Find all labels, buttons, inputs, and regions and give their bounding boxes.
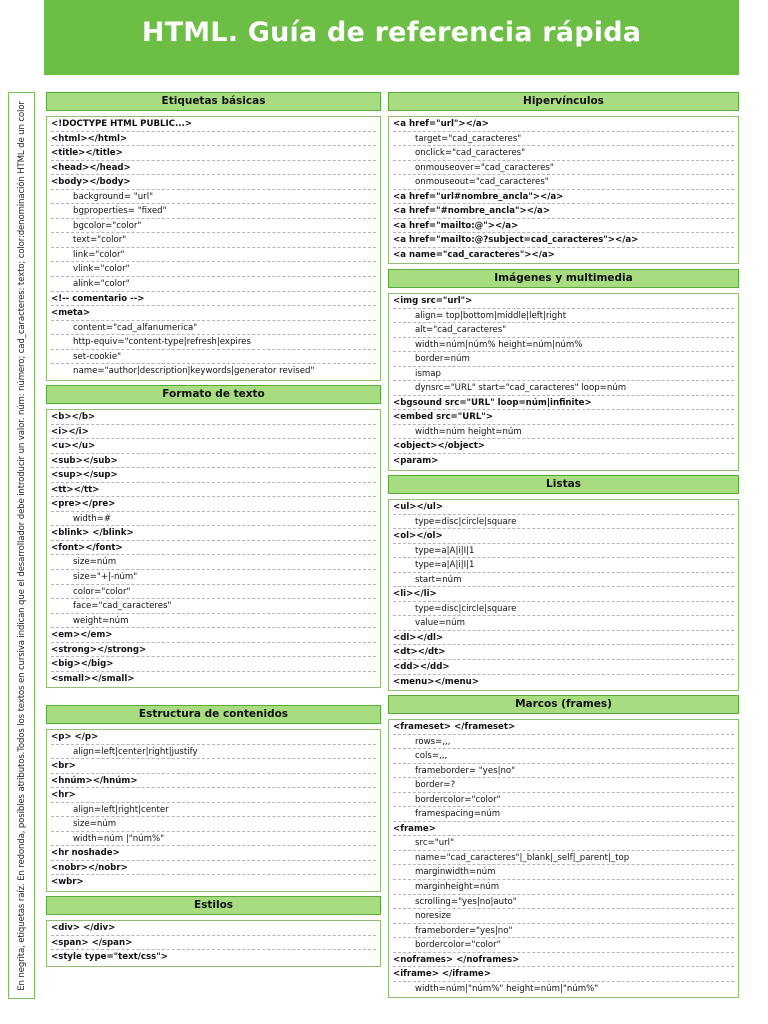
tag-entry: <menu></menu> (393, 676, 479, 687)
tag-entry: <frame> (393, 822, 734, 837)
attribute-entry: name="cad_caracteres"|_blank|_self|_parent|_top (393, 851, 734, 866)
attribute-entry: scrolling="yes|no|auto" (393, 895, 734, 910)
tag-entry: <embed src="URL"> (393, 410, 734, 425)
tag-entry: <object></object> (393, 439, 734, 454)
attribute-entry: border=? (393, 778, 734, 793)
section-title: Hipervínculos (388, 92, 739, 111)
tag-entry: <small></small> (51, 673, 135, 684)
attribute-entry: text="color" (51, 233, 376, 248)
attribute-entry: bgproperties= "fixed" (51, 204, 376, 219)
tag-entry: <!-- comentario --> (51, 292, 376, 307)
section-title: Formato de texto (46, 385, 381, 404)
tag-entry: <pre></pre> (51, 497, 376, 512)
attribute-entry: type=disc|circle|square (393, 602, 734, 617)
tag-entry: <hnúm></hnúm> (51, 774, 376, 789)
section-entries (46, 116, 381, 381)
attribute-entry: set-cookie" (51, 350, 376, 365)
tag-entry: <b></b> (51, 410, 376, 425)
page-title: HTML. Guía de referencia rápida (141, 17, 642, 48)
section-title: Marcos (frames) (388, 695, 739, 714)
tag-entry: <a name="cad_caracteres"></a> (393, 249, 555, 260)
tag-entry: <p> </p> (51, 730, 376, 745)
tag-entry: <param> (393, 456, 439, 467)
attribute-entry: name="author|description|keywords|generator revised" (73, 366, 315, 377)
section-title: Listas (388, 475, 739, 494)
attribute-entry: width=núm height=núm (393, 425, 734, 440)
tag-entry: <bgsound src="URL" loop=núm|infinite> (393, 396, 734, 411)
attribute-entry: alink="color" (51, 277, 376, 292)
attribute-entry: bordercolor="color" (393, 793, 734, 808)
tag-entry: <a href="#nombre_ancla"></a> (393, 204, 734, 219)
attribute-entry: align=left|center|right|justify (51, 745, 376, 760)
tag-entry: <i></i> (51, 425, 376, 440)
attribute-entry: ismap (393, 367, 734, 382)
tag-entry: <ul></ul> (393, 500, 734, 515)
attribute-entry: cols=,,, (393, 749, 734, 764)
section-entries (388, 719, 739, 998)
attribute-entry: weight=núm (51, 614, 376, 629)
tag-entry: <a href="url"></a> (393, 117, 734, 132)
tag-entry: <sup></sup> (51, 468, 376, 483)
attribute-entry: width=núm|"núm%" height=núm|"núm%" (415, 983, 599, 994)
section-marcos-frames (388, 695, 739, 998)
attribute-entry: border=núm (393, 352, 734, 367)
tag-entry: <hr> (51, 788, 376, 803)
section-title: Estilos (46, 896, 381, 915)
sidebar-legend-text: En negrita, etiquetas raíz. En redonda, posibles atributos.Todos los textos en cursiva indican que el desarrollador debe introducir un valor. núm: número; cad_caracteres: texto; color:denominación HTML de un color (16, 100, 27, 991)
tag-entry: <u></u> (51, 439, 376, 454)
tag-entry: <meta> (51, 306, 376, 321)
tag-entry: <strong></strong> (51, 643, 376, 658)
tag-entry: <sub></sub> (51, 454, 376, 469)
tag-entry: <!DOCTYPE HTML PUBLIC...> (51, 117, 376, 132)
tag-entry: <wbr> (51, 877, 84, 888)
attribute-entry: src="url" (393, 836, 734, 851)
attribute-entry: start=núm (393, 573, 734, 588)
section-entries (46, 920, 381, 967)
tag-entry: <dt></dt> (393, 645, 734, 660)
tag-entry: <head></head> (51, 161, 376, 176)
tag-entry: <li></li> (393, 587, 734, 602)
section-entries (388, 499, 739, 691)
attribute-entry: size=núm (51, 555, 376, 570)
tag-entry: <dl></dl> (393, 631, 734, 646)
tag-entry: <noframes> </noframes> (393, 953, 734, 968)
section-entries (46, 729, 381, 892)
section-imagenes-y-multimedia (388, 269, 739, 471)
attribute-entry: background= "url" (51, 190, 376, 205)
tag-entry: <font></font> (51, 541, 376, 556)
section-title: Estructura de contenidos (46, 705, 381, 724)
section-estructura-de-contenidos (46, 705, 381, 892)
tag-entry: <title></title> (51, 146, 376, 161)
tag-entry: <a href="url#nombre_ancla"></a> (393, 190, 734, 205)
attribute-entry: link="color" (51, 248, 376, 263)
section-hipervinculos (388, 92, 739, 264)
section-title: Imágenes y multimedia (388, 269, 739, 288)
attribute-entry: rows=,,, (393, 735, 734, 750)
tag-entry: <hr noshade> (51, 846, 376, 861)
section-listas (388, 475, 739, 691)
attribute-entry: color="color" (51, 585, 376, 600)
attribute-entry: marginheight=núm (393, 880, 734, 895)
attribute-entry: framespacing=núm (393, 807, 734, 822)
attribute-entry: content="cad_alfanumerica" (51, 321, 376, 336)
attribute-entry: onmouseout="cad_caracteres" (393, 175, 734, 190)
sidebar-legend (8, 92, 35, 999)
attribute-entry: vlink="color" (51, 262, 376, 277)
attribute-entry: onclick="cad_caracteres" (393, 146, 734, 161)
tag-entry: <ol></ol> (393, 529, 734, 544)
attribute-entry: size=núm (51, 817, 376, 832)
attribute-entry: type=a|A|i|I|1 (393, 544, 734, 559)
attribute-entry: align= top|bottom|middle|left|right (393, 309, 734, 324)
attribute-entry: alt="cad_caracteres" (393, 323, 734, 338)
section-entries (388, 293, 739, 471)
tag-entry: <blink> </blink> (51, 526, 376, 541)
tag-entry: <tt></tt> (51, 483, 376, 498)
tag-entry: <body></body> (51, 175, 376, 190)
attribute-entry: width=núm|núm% height=núm|núm% (393, 338, 734, 353)
page-header (44, 0, 739, 75)
tag-entry: <dd></dd> (393, 660, 734, 675)
tag-entry: <img src="url"> (393, 294, 734, 309)
attribute-entry: dynsrc="URL" start="cad_caracteres" loop=núm (393, 381, 734, 396)
attribute-entry: bgcolor="color" (51, 219, 376, 234)
tag-entry: <html></html> (51, 132, 376, 147)
attribute-entry: marginwidth=núm (393, 865, 734, 880)
section-entries (46, 409, 381, 688)
tag-entry: <div> </div> (51, 921, 376, 936)
attribute-entry: size="+|-núm" (51, 570, 376, 585)
attribute-entry: onmouseover="cad_caracteres" (393, 161, 734, 176)
tag-entry: <big></big> (51, 657, 376, 672)
attribute-entry: http-equiv="content-type|refresh|expires (51, 335, 376, 350)
section-entries (388, 116, 739, 264)
section-estilos (46, 896, 381, 967)
tag-entry: <iframe> </iframe> (393, 967, 734, 982)
attribute-entry: align=left|right|center (51, 803, 376, 818)
tag-entry: <span> </span> (51, 936, 376, 951)
attribute-entry: frameborder= "yes|no" (393, 764, 734, 779)
attribute-entry: noresize (393, 909, 734, 924)
attribute-entry: target="cad_caracteres" (393, 132, 734, 147)
attribute-entry: value=núm (393, 616, 734, 631)
tag-entry: <em></em> (51, 628, 376, 643)
tag-entry: <a href="mailto:@"></a> (393, 219, 734, 234)
attribute-entry: width=núm |"núm%" (51, 832, 376, 847)
tag-entry: <nobr></nobr> (51, 861, 376, 876)
tag-entry: <frameset> </frameset> (393, 720, 734, 735)
attribute-entry: width=# (51, 512, 376, 527)
tag-entry: <br> (51, 759, 376, 774)
tag-entry: <style type="text/css"> (51, 952, 168, 963)
attribute-entry: type=a|A|i|I|1 (393, 558, 734, 573)
section-title: Etiquetas básicas (46, 92, 381, 111)
attribute-entry: bordercolor="color" (393, 938, 734, 953)
attribute-entry: frameborder="yes|no" (393, 924, 734, 939)
section-formato-de-texto (46, 385, 381, 688)
attribute-entry: type=disc|circle|square (393, 515, 734, 530)
section-etiquetas-basicas (46, 92, 381, 381)
tag-entry: <a href="mailto:@?subject=cad_caracteres"></a> (393, 233, 734, 248)
attribute-entry: face="cad_caracteres" (51, 599, 376, 614)
